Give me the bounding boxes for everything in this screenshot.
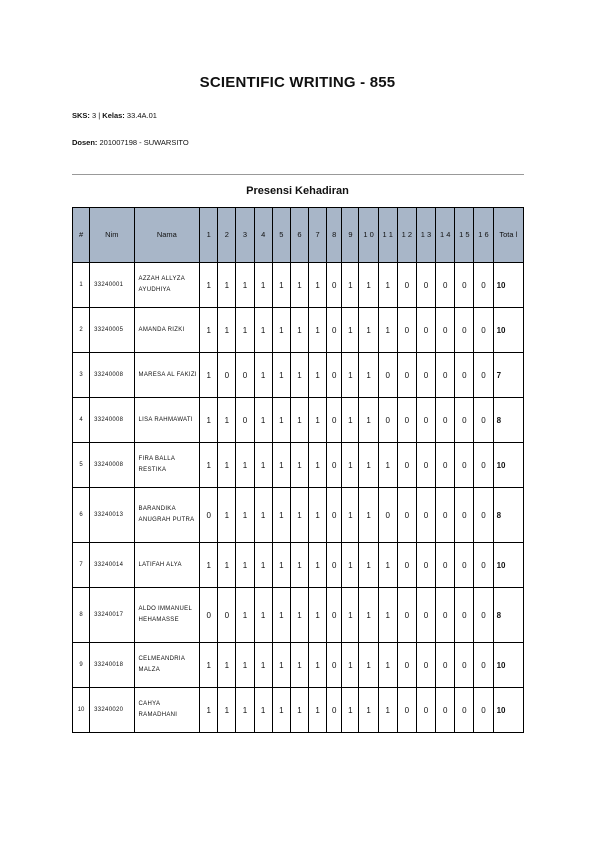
attendance-cell: 1 [359,353,378,398]
table-row [73,588,524,643]
attendance-cell: 0 [455,588,474,643]
attendance-cell: 1 [378,688,397,733]
column-header: 1 [200,208,218,263]
attendance-cell: 1 [236,688,254,733]
attendance-cell: 1 [218,643,236,688]
attendance-cell: 0 [474,643,493,688]
attendance-cell: 1 [254,308,272,353]
attendance-total: 10 [493,543,523,588]
attendance-table [72,207,524,733]
student-nim: 33240001 [90,263,134,308]
column-header: # [73,208,90,263]
row-number: 7 [73,543,90,588]
attendance-cell: 1 [359,543,378,588]
attendance-cell: 0 [474,263,493,308]
column-header: 1 3 [416,208,435,263]
attendance-cell: 1 [342,263,359,308]
attendance-cell: 0 [218,588,236,643]
attendance-cell: 1 [309,543,327,588]
attendance-cell: 1 [290,688,308,733]
table-row [73,353,524,398]
attendance-cell: 1 [236,443,254,488]
attendance-cell: 1 [342,398,359,443]
attendance-cell: 1 [290,588,308,643]
divider [72,174,524,175]
student-nim: 33240018 [90,643,134,688]
column-header: 5 [272,208,290,263]
attendance-cell: 1 [272,443,290,488]
column-header: 1 5 [455,208,474,263]
table-row [73,308,524,353]
attendance-cell: 0 [474,308,493,353]
attendance-cell: 1 [378,588,397,643]
attendance-cell: 1 [218,308,236,353]
attendance-cell: 0 [416,263,435,308]
attendance-cell: 1 [309,443,327,488]
attendance-cell: 0 [416,353,435,398]
student-name: ALDO IMMANUEL HEHAMASSE [134,588,200,643]
student-name: FIRA BALLA RESTIKA [134,443,200,488]
attendance-cell: 0 [397,443,416,488]
attendance-cell: 1 [218,688,236,733]
attendance-cell: 0 [455,398,474,443]
attendance-cell: 0 [436,688,455,733]
attendance-cell: 1 [342,688,359,733]
column-header: 6 [290,208,308,263]
student-nim: 33240014 [90,543,134,588]
column-header: Tota l [493,208,523,263]
attendance-cell: 1 [254,543,272,588]
attendance-cell: 1 [236,263,254,308]
attendance-cell: 1 [378,543,397,588]
attendance-cell: 0 [327,398,342,443]
attendance-cell: 1 [290,263,308,308]
attendance-cell: 1 [200,643,218,688]
attendance-cell: 1 [236,588,254,643]
attendance-cell: 0 [436,543,455,588]
column-header: Nama [134,208,200,263]
attendance-cell: 1 [309,353,327,398]
attendance-cell: 1 [272,688,290,733]
sks-label: SKS: [72,111,90,120]
row-number: 5 [73,443,90,488]
attendance-total: 10 [493,263,523,308]
attendance-cell: 1 [290,643,308,688]
attendance-cell: 0 [436,308,455,353]
attendance-cell: 1 [236,308,254,353]
attendance-cell: 0 [397,353,416,398]
table-row [73,488,524,543]
attendance-cell: 1 [309,488,327,543]
attendance-cell: 1 [200,688,218,733]
attendance-cell: 0 [416,688,435,733]
attendance-cell: 1 [272,308,290,353]
attendance-cell: 1 [359,643,378,688]
attendance-cell: 0 [455,688,474,733]
attendance-cell: 1 [309,688,327,733]
student-nim: 33240008 [90,353,134,398]
column-header: Nim [90,208,134,263]
attendance-cell: 1 [359,443,378,488]
kelas-label: Kelas: [102,111,125,120]
attendance-cell: 0 [416,308,435,353]
attendance-cell: 0 [327,308,342,353]
attendance-cell: 1 [359,688,378,733]
column-header: 1 4 [436,208,455,263]
attendance-cell: 1 [290,488,308,543]
attendance-cell: 0 [327,263,342,308]
section-title: Presensi Kehadiran [246,185,349,197]
attendance-cell: 0 [455,643,474,688]
student-name: CAHYA RAMADHANI [134,688,200,733]
attendance-cell: 0 [436,488,455,543]
student-name: AMANDA RIZKI [134,308,200,353]
attendance-cell: 0 [436,263,455,308]
attendance-cell: 0 [416,543,435,588]
attendance-cell: 0 [327,588,342,643]
attendance-cell: 1 [254,263,272,308]
row-number: 8 [73,588,90,643]
attendance-cell: 0 [436,643,455,688]
column-header: 2 [218,208,236,263]
attendance-cell: 0 [397,488,416,543]
attendance-cell: 1 [218,488,236,543]
student-name: CELMEANDRIA MALZA [134,643,200,688]
table-row [73,643,524,688]
attendance-cell: 0 [455,263,474,308]
attendance-cell: 1 [200,443,218,488]
attendance-cell: 0 [327,353,342,398]
attendance-cell: 1 [200,398,218,443]
student-name: LISA RAHMAWATI [134,398,200,443]
attendance-cell: 0 [455,443,474,488]
table-header-row [73,208,524,263]
attendance-cell: 0 [397,543,416,588]
attendance-cell: 0 [200,588,218,643]
attendance-cell: 1 [254,443,272,488]
attendance-cell: 1 [290,398,308,443]
attendance-cell: 1 [272,543,290,588]
attendance-cell: 1 [272,353,290,398]
attendance-cell: 0 [455,308,474,353]
attendance-cell: 1 [309,588,327,643]
attendance-cell: 1 [236,488,254,543]
student-nim: 33240017 [90,588,134,643]
attendance-cell: 1 [254,488,272,543]
attendance-cell: 0 [436,588,455,643]
attendance-cell: 0 [218,353,236,398]
attendance-cell: 0 [378,398,397,443]
attendance-cell: 0 [416,643,435,688]
attendance-cell: 0 [416,443,435,488]
attendance-cell: 0 [416,488,435,543]
attendance-cell: 0 [397,398,416,443]
attendance-cell: 0 [327,643,342,688]
attendance-cell: 0 [436,398,455,443]
attendance-cell: 0 [474,688,493,733]
attendance-cell: 1 [218,443,236,488]
attendance-cell: 1 [236,543,254,588]
attendance-cell: 0 [416,398,435,443]
attendance-cell: 1 [254,588,272,643]
attendance-cell: 1 [272,588,290,643]
attendance-cell: 1 [309,643,327,688]
attendance-cell: 0 [474,443,493,488]
attendance-cell: 1 [359,398,378,443]
student-name: MARESA AL FAKIZI [134,353,200,398]
attendance-total: 8 [493,398,523,443]
attendance-cell: 0 [397,263,416,308]
attendance-cell: 1 [254,643,272,688]
attendance-cell: 0 [200,488,218,543]
attendance-cell: 1 [236,643,254,688]
student-nim: 33240013 [90,488,134,543]
attendance-cell: 1 [218,398,236,443]
student-nim: 33240020 [90,688,134,733]
attendance-total: 10 [493,688,523,733]
attendance-cell: 1 [290,443,308,488]
attendance-cell: 0 [474,543,493,588]
attendance-cell: 1 [309,263,327,308]
attendance-cell: 1 [378,263,397,308]
row-number: 2 [73,308,90,353]
column-header: 1 6 [474,208,493,263]
column-header: 8 [327,208,342,263]
attendance-cell: 1 [200,308,218,353]
attendance-cell: 1 [272,398,290,443]
attendance-cell: 1 [378,443,397,488]
row-number: 10 [73,688,90,733]
column-header: 7 [309,208,327,263]
row-number: 3 [73,353,90,398]
dosen-label: Dosen: [72,138,98,147]
student-name: LATIFAH ALYA [134,543,200,588]
attendance-cell: 0 [397,308,416,353]
attendance-cell: 1 [290,308,308,353]
attendance-cell: 0 [436,353,455,398]
attendance-cell: 1 [309,308,327,353]
table-row [73,688,524,733]
attendance-cell: 1 [218,263,236,308]
attendance-cell: 1 [378,643,397,688]
attendance-cell: 1 [342,543,359,588]
column-header: 1 1 [378,208,397,263]
attendance-cell: 0 [378,488,397,543]
course-meta-dosen [72,138,189,147]
row-number: 4 [73,398,90,443]
attendance-cell: 0 [327,488,342,543]
table-row [73,443,524,488]
attendance-cell: 1 [218,543,236,588]
row-number: 1 [73,263,90,308]
attendance-cell: 0 [236,398,254,443]
attendance-cell: 1 [359,588,378,643]
sks-value: 3 | [89,111,103,120]
attendance-total: 7 [493,353,523,398]
attendance-cell: 1 [254,353,272,398]
attendance-cell: 1 [359,488,378,543]
attendance-cell: 0 [455,543,474,588]
attendance-cell: 1 [342,308,359,353]
course-meta-sks-kelas [72,111,157,120]
attendance-cell: 1 [309,398,327,443]
attendance-cell: 1 [200,353,218,398]
column-header: 1 0 [359,208,378,263]
attendance-cell: 1 [200,543,218,588]
attendance-cell: 1 [200,263,218,308]
attendance-cell: 1 [290,543,308,588]
column-header: 3 [236,208,254,263]
table-row [73,263,524,308]
attendance-cell: 1 [342,588,359,643]
attendance-cell: 1 [342,488,359,543]
column-header: 4 [254,208,272,263]
attendance-cell: 1 [272,488,290,543]
attendance-cell: 0 [397,688,416,733]
student-name: AZZAH ALLYZA AYUDHIYA [134,263,200,308]
attendance-cell: 1 [254,688,272,733]
column-header: 1 2 [397,208,416,263]
student-name: BARANDIKA ANUGRAH PUTRA [134,488,200,543]
attendance-cell: 0 [327,443,342,488]
attendance-cell: 0 [327,688,342,733]
column-header: 9 [342,208,359,263]
attendance-cell: 0 [474,398,493,443]
attendance-cell: 1 [290,353,308,398]
attendance-cell: 1 [378,308,397,353]
attendance-cell: 0 [436,443,455,488]
attendance-cell: 0 [474,353,493,398]
attendance-total: 10 [493,643,523,688]
attendance-cell: 0 [474,488,493,543]
attendance-cell: 0 [474,588,493,643]
attendance-cell: 1 [342,353,359,398]
attendance-cell: 0 [327,543,342,588]
attendance-cell: 1 [342,443,359,488]
attendance-cell: 0 [455,353,474,398]
student-nim: 33240008 [90,443,134,488]
table-row [73,398,524,443]
row-number: 9 [73,643,90,688]
attendance-cell: 0 [455,488,474,543]
document-title: SCIENTIFIC WRITING - 855 [199,74,396,91]
attendance-total: 8 [493,488,523,543]
student-nim: 33240008 [90,398,134,443]
table-row [73,543,524,588]
attendance-total: 8 [493,588,523,643]
attendance-cell: 1 [272,263,290,308]
dosen-value: 201007198 - SUWARSITO [97,138,189,147]
attendance-cell: 0 [397,643,416,688]
table-body [73,263,524,733]
attendance-cell: 0 [236,353,254,398]
attendance-total: 10 [493,443,523,488]
row-number: 6 [73,488,90,543]
attendance-cell: 1 [342,643,359,688]
kelas-value: 33.4A.01 [124,111,157,120]
attendance-cell: 1 [254,398,272,443]
student-nim: 33240005 [90,308,134,353]
attendance-cell: 0 [397,588,416,643]
attendance-cell: 1 [359,308,378,353]
attendance-cell: 1 [359,263,378,308]
attendance-total: 10 [493,308,523,353]
attendance-cell: 0 [378,353,397,398]
attendance-cell: 0 [416,588,435,643]
attendance-cell: 1 [272,643,290,688]
